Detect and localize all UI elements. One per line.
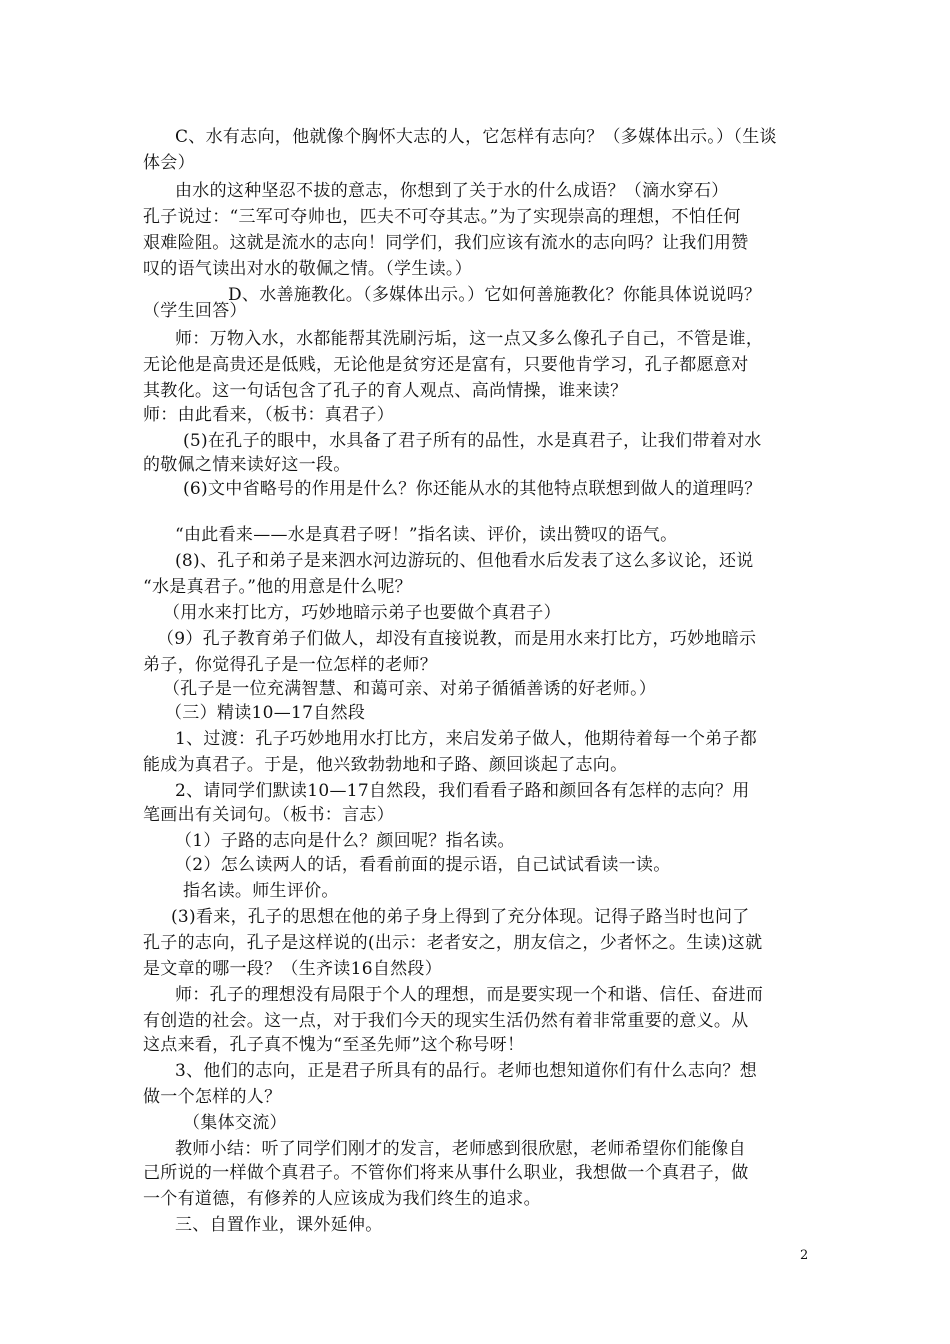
text-line: 有创造的社会。这一点，对于我们今天的现实生活仍然有着非常重要的意义。从 — [143, 1011, 749, 1031]
text-line: D、水善施教化。（多媒体出示。）它如何善施教化？你能具体说说吗？ — [228, 285, 762, 305]
text-line: （用水来打比方，巧妙地暗示弟子也要做个真君子） — [163, 603, 561, 623]
text-line: “水是真君子。”他的用意是什么呢？ — [143, 577, 412, 597]
text-line: （2）怎么读两人的话，看看前面的提示语，自己试试看读一读。 — [175, 855, 671, 875]
text-line: 由水的这种坚忍不拔的意志，你想到了关于水的什么成语？（滴水穿石） — [175, 181, 729, 201]
section-heading: （三）精读10—17自然段 — [165, 703, 366, 723]
text-line: （学生回答） — [143, 301, 247, 321]
text-line: “由此看来——水是真君子呀！”指名读、评价，读出赞叹的语气。 — [175, 525, 678, 545]
text-line: (3)看来，孔子的思想在他的弟子身上得到了充分体现。记得子路当时也问了 — [171, 907, 750, 927]
text-line: 师：由此看来，（板书：真君子） — [143, 405, 394, 425]
text-line: 体会） — [143, 153, 195, 173]
text-line: 3、他们的志向，正是君子所具有的品行。老师也想知道你们有什么志向？想 — [175, 1061, 758, 1081]
text-line: （孔子是一位充满智慧、和蔼可亲、对弟子循循善诱的好老师。） — [163, 679, 657, 699]
text-line: 教师小结：听了同学们刚才的发言，老师感到很欣慰，老师希望你们能像自 — [175, 1139, 746, 1159]
text-line: (6)文中省略号的作用是什么？你还能从水的其他特点联想到做人的道理吗？ — [183, 479, 762, 499]
text-line: 弟子，你觉得孔子是一位怎样的老师？ — [143, 655, 438, 675]
text-line: （9）孔子教育弟子们做人，却没有直接说教，而是用水来打比方，巧妙地暗示 — [157, 629, 757, 649]
text-line: (5)在孔子的眼中，水具备了君子所有的品性，水是真君子，让我们带着对水 — [183, 431, 762, 451]
text-line: 做一个怎样的人？ — [143, 1087, 282, 1107]
text-line: （集体交流） — [183, 1113, 287, 1133]
section-heading: 三、自置作业，课外延伸。 — [175, 1215, 383, 1235]
text-line: (8)、孔子和弟子是来泗水河边游玩的、但他看水后发表了这么多议论，还说 — [175, 551, 754, 571]
text-line: （1）子路的志向是什么？颜回呢？指名读。 — [175, 831, 515, 851]
page-number: 2 — [800, 1248, 809, 1263]
text-line: 指名读。师生评价。 — [183, 881, 339, 901]
text-line: 笔画出有关词句。（板书：言志） — [143, 805, 394, 825]
text-line: 是文章的哪一段？（生齐读16自然段） — [143, 959, 443, 979]
text-line: 叹的语气读出对水的敬佩之情。（学生读。） — [143, 259, 472, 279]
text-line: 1、过渡：孔子巧妙地用水打比方，来启发弟子做人，他期待着每一个弟子都 — [175, 729, 758, 749]
text-line: 的敬佩之情来读好这一段。 — [143, 455, 351, 475]
text-line: 师：万物入水，水都能帮其洗刷污垢，这一点又多么像孔子自己，不管是谁， — [175, 329, 764, 349]
text-line: 孔子说过：“三军可夺帅也，匹夫不可夺其志。”为了实现崇高的理想，不怕任何 — [143, 207, 741, 227]
text-line: 2、请同学们默读10—17自然段，我们看看子路和颜回各有怎样的志向？用 — [175, 781, 750, 801]
text-line: 能成为真君子。于是，他兴致勃勃地和子路、颜回谈起了志向。 — [143, 755, 628, 775]
text-line: 一个有道德，有修养的人应该成为我们终生的追求。 — [143, 1189, 541, 1209]
text-line: 己所说的一样做个真君子。不管你们将来从事什么职业，我想做一个真君子，做 — [143, 1163, 749, 1183]
text-line: 这点来看，孔子真不愧为“至圣先师”这个称号呀！ — [143, 1035, 525, 1055]
text-line: 无论他是高贵还是低贱，无论他是贫穷还是富有，只要他肯学习，孔子都愿意对 — [143, 355, 749, 375]
text-line: 师：孔子的理想没有局限于个人的理想，而是要实现一个和谐、信任、奋进而 — [175, 985, 764, 1005]
text-line: 孔子的志向，孔子是这样说的(出示：老者安之，朋友信之，少者怀之。生读)这就 — [143, 933, 763, 953]
text-line: C、水有志向，他就像个胸怀大志的人，它怎样有志向？（多媒体出示。）（生谈 — [175, 127, 777, 147]
text-line: 艰难险阻。这就是流水的志向！同学们，我们应该有流水的志向吗？让我们用赞 — [143, 233, 749, 253]
text-line: 其教化。这一句话包含了孔子的育人观点、高尚情操，谁来读？ — [143, 381, 628, 401]
